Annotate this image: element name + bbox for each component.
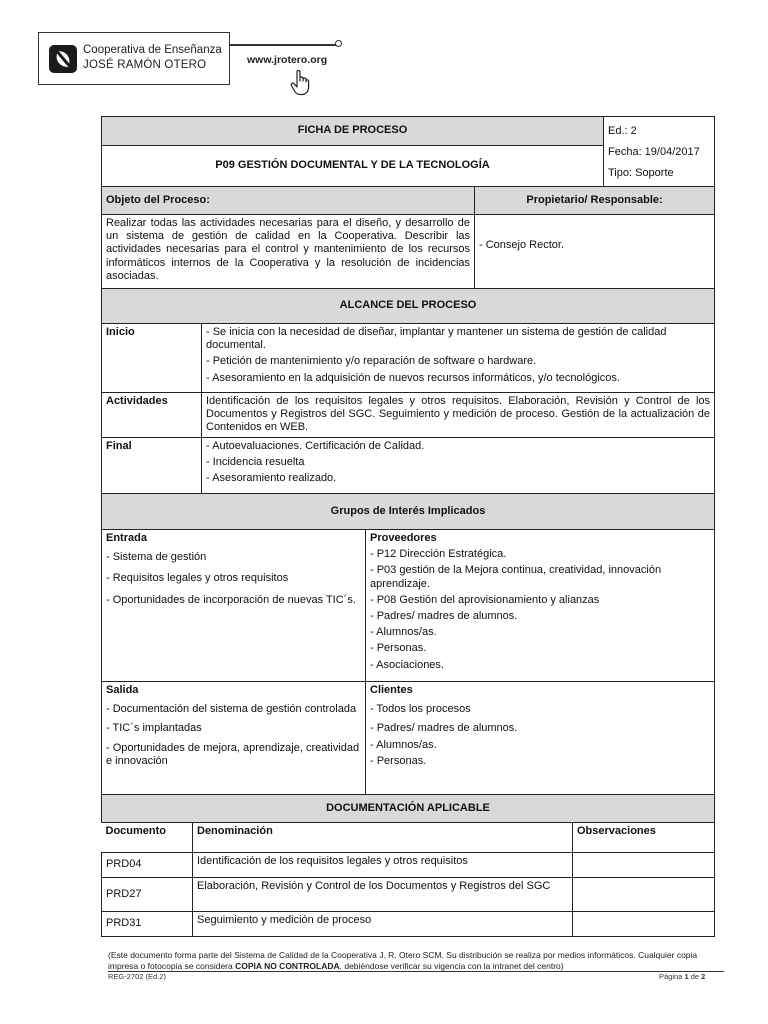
proveedores-item: - Asociaciones. — [370, 658, 444, 671]
objeto-text: Realizar todas las actividades necesarias para el diseño, y desarrollo de un sistema de gestión de calidad en la Cooperativa. Describir las actividades necesarias para el control y mantenimiento de los recursos informáticos internos de la Cooperativa y la resolución de incidencias asociadas. — [102, 215, 475, 289]
clientes-item: - Alumnos/as. — [370, 738, 437, 751]
leaf-logo-icon — [49, 45, 77, 73]
column-header: Denominación — [193, 823, 573, 853]
grupos-table — [101, 529, 715, 795]
salida-item: - Documentación del sistema de gestión controlada — [106, 703, 357, 716]
objeto-table — [101, 186, 715, 530]
grupos-heading: Grupos de Interés Implicados — [102, 494, 715, 530]
salida-cell — [102, 682, 366, 795]
entrada-label: Entrada — [106, 532, 147, 544]
footer-note-bold: COPIA NO CONTROLADA — [235, 960, 340, 971]
connector-line — [230, 44, 338, 46]
doc-name: Seguimiento y medición de proceso — [193, 912, 573, 937]
form-code: REG-2702 (Ed.2) — [108, 972, 166, 981]
org-name-line1: Cooperativa de Enseñanza — [83, 44, 222, 56]
entrada-item: - Oportunidades de incorporación de nuevas TIC´s. — [106, 593, 356, 606]
inicio-item: - Se inicia con la necesidad de diseñar, implantar y mantener un sistema de gestión de calidad documental. — [206, 326, 667, 352]
date-value: Fecha: 19/04/2017 — [608, 145, 700, 158]
final-item: - Incidencia resuelta — [206, 456, 305, 469]
inicio-item: - Petición de mantenimiento y/o reparación de software o hardware. — [206, 355, 537, 368]
page-mid: de — [690, 972, 700, 981]
footer-note-text: , debiéndose verificar su vigencia con la intranet del centro) — [339, 960, 564, 971]
documentacion-heading: DOCUMENTACIÓN APLICABLE — [102, 795, 715, 823]
clientes-item: - Todos los procesos — [370, 703, 471, 716]
proveedores-label: Proveedores — [370, 532, 437, 544]
salida-item: - TIC´s implantadas — [106, 722, 202, 735]
clientes-item: - Padres/ madres de alumnos. — [370, 722, 518, 735]
footer-divider — [108, 971, 724, 972]
website-link[interactable]: www.jrotero.org — [247, 54, 328, 66]
edition-value: Ed.: 2 — [604, 117, 715, 146]
footer-note-text: (Este documento forma parte del Sistema de Calidad de la Cooperativa J. R. Otero SCM. Su distribución se realiza por medios informáticos. Cualquier copia impresa o fotocopia se considera — [108, 950, 698, 971]
pointer-hand-icon — [290, 70, 312, 96]
salida-item: - Oportunidades de mejora, aprendizaje, creatividad e innovación — [106, 741, 360, 767]
page-indicator — [659, 972, 705, 981]
final-item: - Asesoramiento realizado. — [206, 472, 337, 485]
process-name: P09 GESTIÓN DOCUMENTAL Y DE LA TECNOLOGÍA — [102, 146, 604, 187]
inicio-cell — [202, 324, 715, 393]
clientes-cell — [366, 682, 715, 795]
table-row — [102, 878, 715, 912]
entrada-item: - Requisitos legales y otros requisitos — [106, 572, 289, 585]
doc-name: Identificación de los requisitos legales y otros requisitos — [193, 853, 573, 878]
form-title: FICHA DE PROCESO — [102, 117, 604, 146]
doc-code: PRD31 — [102, 912, 193, 937]
doc-obs — [573, 912, 715, 937]
entrada-cell — [102, 530, 366, 682]
actividades-text: Identificación de los requisitos legales y otros requisitos. Elaboración, Revisión y Control de los Documentos y Registros del SGC. Seguimiento y medición de proceso. Gestión de la actualización de Contenidos en WEB. — [202, 393, 715, 438]
final-label: Final — [102, 438, 202, 494]
doc-code: PRD27 — [102, 878, 193, 912]
final-item: - Autoevaluaciones. Certificación de Calidad. — [206, 440, 425, 452]
proveedores-item: - Personas. — [370, 642, 427, 655]
clientes-item: - Personas. — [370, 754, 427, 767]
column-header: Documento — [102, 823, 193, 853]
page-prefix: Página — [659, 972, 683, 981]
organization-logo — [38, 32, 230, 85]
type-value: Tipo: Soporte — [608, 166, 674, 179]
clientes-label: Clientes — [370, 684, 413, 696]
inicio-item: - Asesoramiento en la adquisición de nuevos recursos informáticos, y/o tecnológicos. — [206, 371, 620, 384]
proveedores-item: - P08 Gestión del aprovisionamiento y alianzas — [370, 593, 600, 606]
proveedores-item: - Padres/ madres de alumnos. — [370, 609, 518, 622]
footer-disclaimer — [108, 950, 716, 971]
connector-dot — [335, 40, 342, 47]
propietario-text: - Consejo Rector. — [475, 215, 715, 289]
proveedores-item: - P12 Dirección Estratégica. — [370, 548, 507, 561]
table-row — [102, 912, 715, 937]
header-table — [101, 116, 715, 187]
table-row — [102, 853, 715, 878]
objeto-label: Objeto del Proceso: — [102, 187, 475, 215]
proveedores-item: - P03 gestión de la Mejora continua, creatividad, innovación aprendizaje. — [370, 564, 662, 590]
proveedores-cell — [366, 530, 715, 682]
doc-code: PRD04 — [102, 853, 193, 878]
salida-label: Salida — [106, 684, 139, 696]
page-total: 2 — [701, 972, 706, 981]
documentacion-table — [101, 794, 715, 937]
entrada-item: - Sistema de gestión — [106, 551, 207, 564]
alcance-heading: ALCANCE DEL PROCESO — [102, 289, 715, 324]
doc-obs — [573, 853, 715, 878]
doc-obs — [573, 878, 715, 912]
propietario-label: Propietario/ Responsable: — [475, 187, 715, 215]
page-current: 1 — [684, 972, 689, 981]
date-type-cell — [604, 146, 715, 187]
actividades-label: Actividades — [102, 393, 202, 438]
doc-name: Elaboración, Revisión y Control de los Documentos y Registros del SGC — [193, 878, 573, 912]
org-name-line2: JOSÉ RAMÓN OTERO — [83, 59, 207, 71]
column-header: Observaciones — [573, 823, 715, 853]
proveedores-item: - Alumnos/as. — [370, 626, 437, 639]
final-cell — [202, 438, 715, 494]
inicio-label: Inicio — [102, 324, 202, 393]
